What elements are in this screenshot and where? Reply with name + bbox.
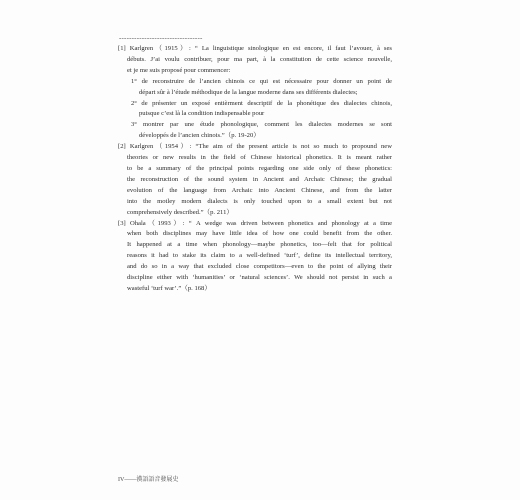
- footnote-2-line-6: into the motley modern dialects is only touched upon to a small extent but not: [127, 197, 392, 205]
- footnote-1-item-1-cont: départ sûr à l’étude méthodique de la langue moderne dans ses différents dialectes;: [139, 88, 358, 96]
- footnote-3-line-3: It happened at a time when phonology—maybe phonetics, too—felt that for political: [127, 241, 392, 249]
- footnote-1-item-2: 2° de présenter un exposé entièrment descriptif de la phonétique des dialectes chinois,: [131, 99, 392, 107]
- footnote-1: [118, 44, 392, 142]
- footnote-3-line-1: [3] Ohala（1993）: “ A wedge was driven between phonetics and phonology at a time: [118, 219, 392, 227]
- footnote-3-line-5: and do so in a way that excluded close competitors—even to the point of allying their: [127, 263, 392, 271]
- footnote-1-line-2: débuts. J’ai voulu contribuer, pour ma part, à la constitution de cette science nouvelle,: [127, 55, 392, 63]
- footnote-3-line-6: discipline either with ‘humanities’ or ‘natural sciences’. We should not persist in such a: [127, 274, 392, 282]
- footnote-2-line-7: comprehensively described.”（p. 211）: [127, 208, 233, 216]
- footnote-1-item-2-cont: puisque c’est là la condition indispensable pour: [139, 110, 265, 118]
- footnote-3: [118, 219, 392, 295]
- footnote-1-line-1: [1] Karlgren（1915）: “ La linguistique sinologique en est encore, il faut l’avouer, à ses: [118, 45, 392, 52]
- footnote-2-line-1: [2] Karlgren（1954）: “The aim of the present article is not so much to propound new: [118, 143, 392, 151]
- footnote-2-line-2: theories or new results in the field of Chinese historical phonetics. It is meant rather: [127, 154, 392, 162]
- footnote-2: [118, 142, 392, 218]
- footnote-3-line-7: wasteful ‘turf war’.”（p. 168）: [127, 284, 211, 292]
- footnote-1-line-3: et je me suis proposé pour commencer:: [127, 66, 231, 74]
- footnote-1-item-3: 3° montrer par une étude phonologique, comment les dialectes modernes se sont: [131, 121, 392, 129]
- page-footer: IV——漢語語音發展史: [118, 477, 179, 483]
- footnote-3-line-4: reasons it had to stake its claim to a well-defined ‘turf’, define its intellectual territory,: [127, 252, 392, 260]
- footnote-separator: ---------------------------------: [119, 34, 203, 42]
- footnote-2-line-4: the reconstruction of the sound system in Ancient and Archaic Chinese; the gradual: [127, 175, 392, 183]
- footnote-2-line-5: evolution of the language from Archaic into Ancient Chinese, and from the latter: [127, 186, 392, 194]
- footnote-1-item-1: 1° de reconstruire de l’ancien chinois ce qui est nécessaire pour donner un point de: [131, 77, 392, 85]
- footnotes: [118, 44, 392, 295]
- footnote-3-line-2: when both disciplines may have little idea of how one could benefit from the other.: [127, 230, 392, 238]
- footnote-2-line-3: to be a summary of the principal points regarding one side only of these phonetics:: [127, 164, 392, 172]
- footnote-1-item-3-cont: développés de l’ancien chinois.”（p. 19-20）: [139, 132, 260, 140]
